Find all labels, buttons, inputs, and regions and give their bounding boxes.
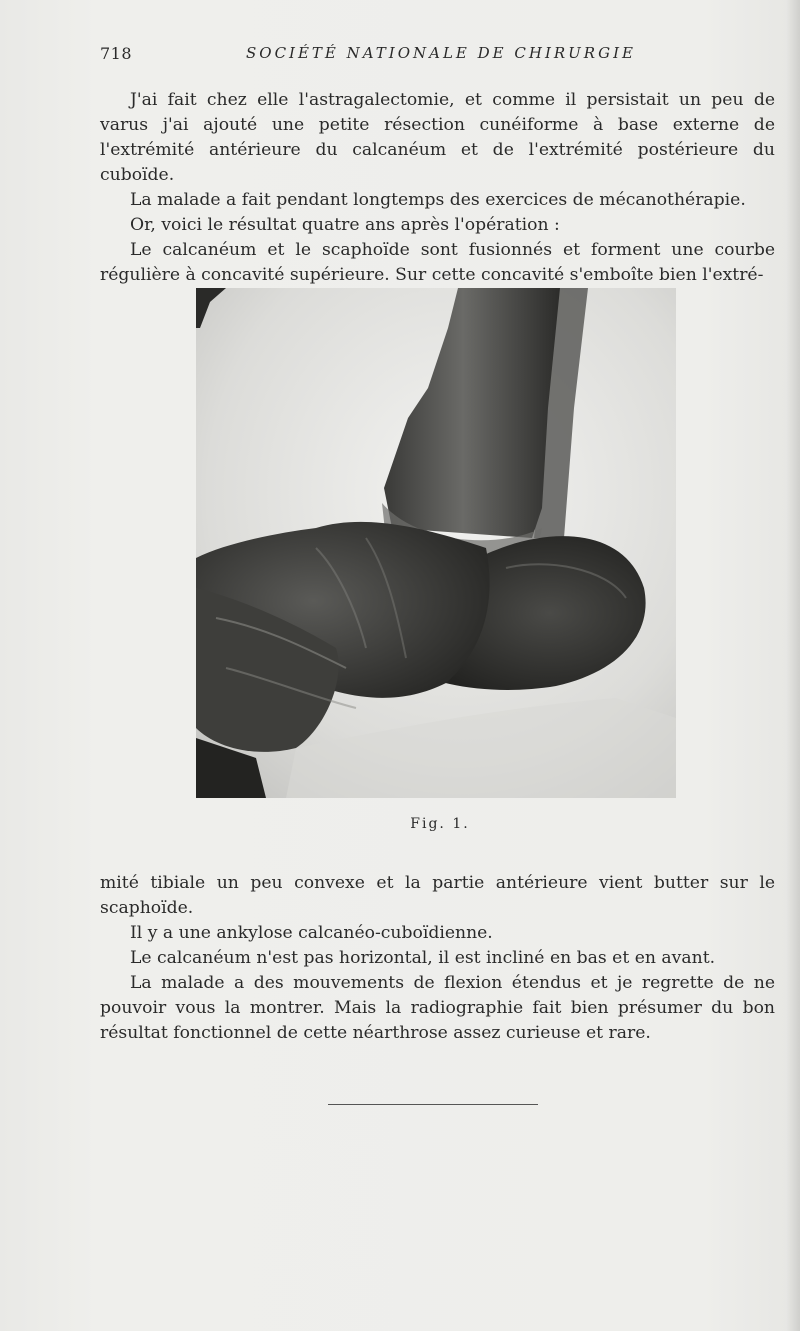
page-edge-shadow: [786, 0, 800, 1331]
paragraph: mité tibiale un peu convexe et la partie antérieure vient butter sur le scaphoïde.: [100, 873, 775, 918]
body-text-top: [100, 88, 775, 288]
paragraph: Le calcanéum et le scaphoïde sont fusionnés et forment une courbe régulière à concavité supérieure. Sur cette concavité s'emboîte bien l'extré-: [100, 240, 775, 285]
radiograph-figure: [196, 288, 676, 798]
paragraph: Or, voici le résultat quatre ans après l'opération :: [130, 215, 560, 235]
page-number: 718: [100, 44, 133, 63]
ankle-radiograph-image: [196, 288, 676, 798]
figure-caption: Fig. 1.: [410, 816, 470, 832]
paragraph: La malade a des mouvements de flexion étendus et je regrette de ne pouvoir vous la montrer. Mais la radiographie fait bien présumer du bon résultat fonctionnel de cette néarthrose assez curieuse et rare.: [100, 973, 775, 1043]
running-head: SOCIÉTÉ NATIONALE DE CHIRURGIE: [246, 44, 636, 62]
paragraph: Il y a une ankylose calcanéo-cuboïdienne.: [130, 923, 493, 943]
paragraph: J'ai fait chez elle l'astragalectomie, et comme il persistait un peu de varus j'ai ajouté une petite résection cunéiforme à base externe de l'extrémité antérieure du calcanéum et de l'extrémité postérieure du cuboïde.: [100, 90, 775, 185]
end-separator-rule: [328, 1104, 538, 1105]
page-header: [100, 44, 780, 66]
paragraph: Le calcanéum n'est pas horizontal, il est incliné en bas et en avant.: [130, 948, 716, 968]
paragraph: La malade a fait pendant longtemps des exercices de mécanothérapie.: [130, 190, 746, 210]
body-text-bottom: [100, 871, 775, 1046]
